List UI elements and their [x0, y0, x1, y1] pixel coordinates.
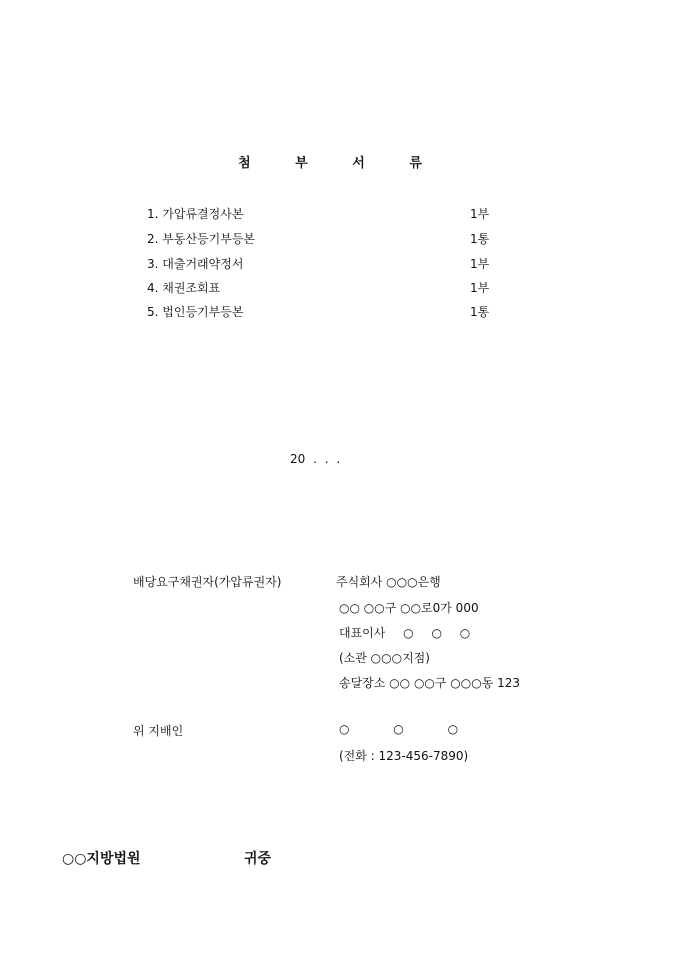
creditor-line: 대표이사 ○ ○ ○ — [339, 626, 471, 640]
attachment-item-label: 2. 부동산등기부등본 — [147, 232, 256, 246]
creditor-line: 송달장소 ○○ ○○구 ○○○동 123 — [339, 676, 521, 690]
attachment-item-qty: 1통 — [470, 305, 490, 319]
court-name: ○○지방법원 — [62, 851, 141, 867]
creditor-line: (소관 ○○○지점) — [339, 651, 430, 665]
attachment-item-label: 5. 법인등기부등본 — [147, 305, 244, 319]
agent-name: ○ ○ ○ — [339, 722, 459, 736]
agent-role: 위 지배인 — [133, 724, 184, 738]
agent-phone: (전화 : 123-456-7890) — [339, 749, 469, 763]
attachment-item-label: 1. 가압류결정사본 — [147, 207, 244, 221]
attachment-item-label: 3. 대출거래약정서 — [147, 257, 244, 271]
document-date: 20 . . . — [290, 452, 341, 466]
attachment-item-qty: 1부 — [470, 207, 490, 221]
creditor-role: 배당요구채권자(가압류권자) — [133, 575, 282, 589]
court-suffix: 귀중 — [244, 851, 272, 867]
attachment-item-qty: 1부 — [470, 281, 490, 295]
attachment-item-qty: 1부 — [470, 257, 490, 271]
attachment-item-qty: 1통 — [470, 232, 490, 246]
document-title: 첨 부 서 류 — [238, 156, 442, 171]
creditor-line: ○○ ○○구 ○○로0가 000 — [339, 601, 479, 615]
attachment-item-label: 4. 채권조회표 — [147, 281, 221, 295]
creditor-line: 주식회사 ○○○은행 — [336, 575, 441, 589]
